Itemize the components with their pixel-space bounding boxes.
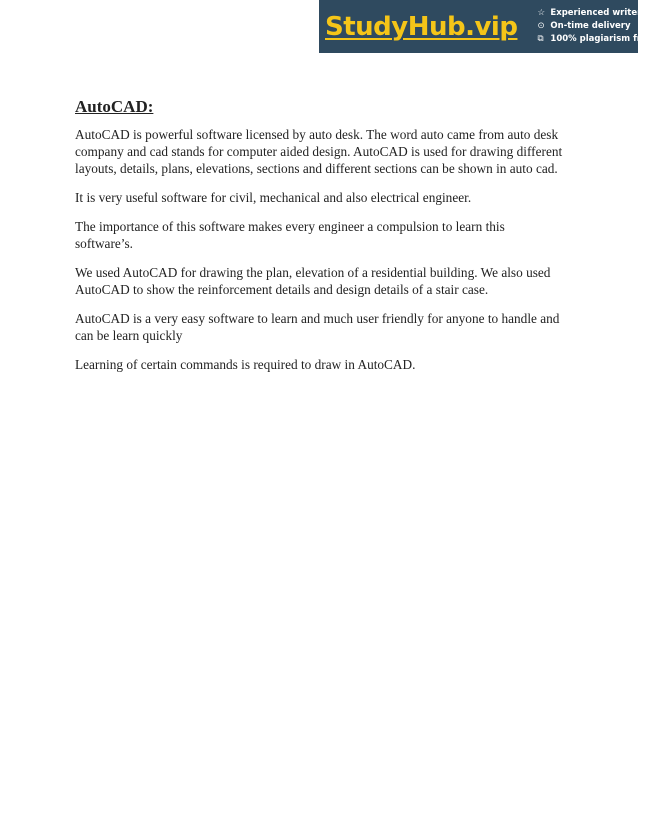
star-icon: ☆ xyxy=(537,8,546,18)
feature-item xyxy=(537,34,652,45)
brand-logo[interactable]: StudyHub.vip xyxy=(325,11,518,42)
paragraph: We used AutoCAD for drawing the plan, elevation of a residential building. We also used AutoCAD to show the reinforcement details and design details of a stair case. xyxy=(75,265,551,297)
paragraph: It is very useful software for civil, mechanical and also electrical engineer. xyxy=(75,190,472,205)
studyhub-banner[interactable] xyxy=(319,0,653,53)
feature-list xyxy=(537,8,652,45)
copy-icon: ⧉ xyxy=(537,34,544,44)
clock-icon: ⊙ xyxy=(537,21,545,31)
paragraph: Learning of certain commands is required to draw in AutoCAD. xyxy=(75,357,416,372)
paragraph: AutoCAD is a very easy software to learn and much user friendly for anyone to handle and can be learn quickly xyxy=(75,311,560,343)
feature-item xyxy=(537,21,652,32)
paragraph: The importance of this software makes every engineer a compulsion to learn this software’s. xyxy=(75,219,505,251)
feature-label: Experienced writers xyxy=(550,8,647,18)
paragraph: AutoCAD is powerful software licensed by auto desk. The word auto came from auto desk company and cad stands for computer aided design. AutoCAD is used for drawing different layouts, details, plans, elevations, sections and different sections can be shown in auto cad. xyxy=(75,127,563,176)
feature-item xyxy=(537,8,652,19)
feature-label: On-time delivery xyxy=(550,21,631,31)
section-heading: AutoCAD: xyxy=(75,97,154,116)
feature-label: 100% plagiarism free xyxy=(550,34,653,44)
document-body xyxy=(75,96,565,385)
